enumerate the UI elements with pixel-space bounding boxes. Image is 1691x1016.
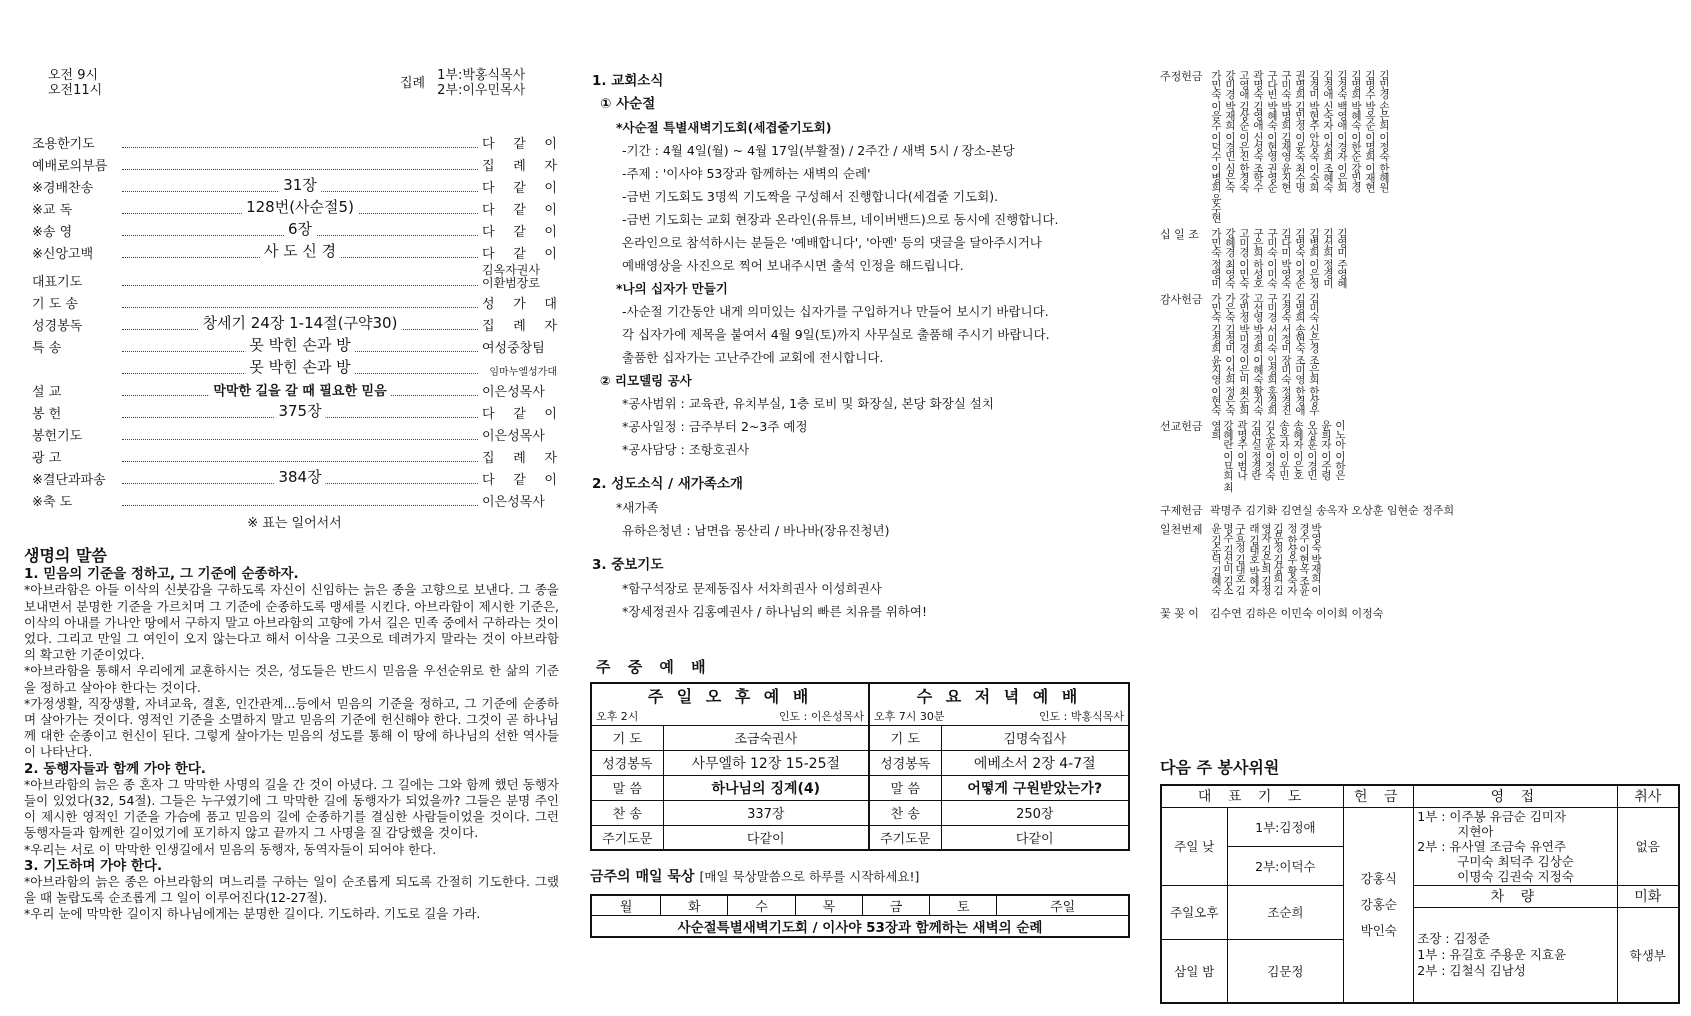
order-row <box>32 290 557 312</box>
order-row <box>32 262 557 290</box>
offering-name-group: 김경숙 서정미 장미숙 정경진 <box>1280 293 1292 415</box>
service-table <box>1160 784 1680 1004</box>
offering-label: 십 일 조 <box>1160 227 1199 241</box>
order-row <box>32 488 557 510</box>
news-heading-1: 1. 교회소식 <box>592 73 664 89</box>
day-cell: 목 <box>795 895 862 916</box>
order-row <box>32 240 557 262</box>
news-lent: ① 사순절 <box>600 96 656 112</box>
sermon-paragraph: *아브라함을 통해서 우리에게 교훈하시는 것은, 성도들은 반드시 믿음을 우선순위로 한 삶의 기준을 정하고 살아야 한다는 것이다. <box>24 663 559 695</box>
offering-name-group: 김경숙 백영애 이경자 이은희 <box>1336 70 1348 192</box>
offering-name-group: 구미숙 박명희 김재영 윤지현 <box>1280 70 1292 192</box>
offering-name-group: 윤희자 이주령 <box>1320 420 1332 480</box>
offering-name-group: 김수연 김하은 이민숙 이이희 이정숙 <box>1210 607 1384 621</box>
order-dots <box>122 450 478 462</box>
order-dots <box>122 336 478 354</box>
order-dots <box>122 198 478 216</box>
leader-first: 1부:박홍식목사 <box>437 68 526 83</box>
offering-row <box>1160 607 1680 620</box>
offering-name-group: 김민경 손은희 이정숙 한혜원 <box>1378 70 1390 192</box>
news-line: *함구석장로 문제동집사 서차희권사 이성희권사 <box>622 581 882 596</box>
offering-name-group: 강미경 박재희 이경민 심은숙 <box>1224 70 1236 192</box>
weekly-label: 말 씀 <box>591 775 663 800</box>
sermon-heading: 3. 기도하며 가야 한다. <box>24 857 163 874</box>
order-label: ※경배찬송 <box>32 181 94 196</box>
day-cell: 토 <box>930 895 997 916</box>
news-remodel: ② 리모델링 공사 <box>600 373 692 388</box>
order-content: 창세기 24장 1-14절(구약30) <box>199 312 402 333</box>
offering-label: 선교헌금 <box>1160 420 1203 434</box>
news-line: *장세정권사 김홍예권사 / 하나님의 빠른 치유를 위하여! <box>622 604 927 619</box>
order-label: ※축 도 <box>32 495 73 510</box>
r2-pray: 조순희 <box>1227 885 1344 939</box>
order-who: 다 같 이 <box>482 407 557 422</box>
time-second: 오전11시 <box>48 83 103 98</box>
offering-name-group: 구미숙 이미숙 <box>1266 227 1278 288</box>
order-dots <box>122 468 478 486</box>
order-who: 다 같 이 <box>482 137 557 152</box>
order-who: 다 같 이 <box>482 225 557 240</box>
order-dots <box>122 274 478 286</box>
offering-name-group: 김병희 이은정 <box>1308 227 1320 288</box>
offering-name-group: 구미경 서미숙 임정희 홍경희 <box>1266 293 1278 415</box>
order-label: 조용한기도 <box>32 137 95 152</box>
news-lent-prayer-lines <box>592 139 1132 277</box>
offering-name-group: 곽명숙 김영애 신성숙 조학수 <box>1252 70 1264 192</box>
offering-name-group: 강혜란 이묘희 최영희 <box>1210 420 1234 492</box>
sermon-heading: 1. 믿음의 기준을 정하고, 그 기준에 순종하자. <box>24 566 299 583</box>
offering-name-group: 곽명주 김기화 김연실 송옥자 오상훈 임현순 정주희 <box>1210 504 1455 518</box>
sermon-paragraph: *아브라함은 아들 이삭의 신붓감을 구하도록 자신이 신임하는 늙은 종을 고향으로 보낸다. 그 종을 보내면서 분명한 기준을 가르치며 그 기준에 순종하도록 맹세를 시킨다. 아브라함이 제시한 기준은, 이삭의 아내를 가나안 땅에서 구하지 말고 아브라함의 고향에 가서 길은 민족 중에서 구하라는 것이었다. 그리고 만일 그 여인이 오지 않는다고 해서 이삭을 그곳으로 데려가지 말라는 것이 아브라함의 확고한 기준이었다. <box>24 582 559 663</box>
daily-meditation <box>590 866 1130 938</box>
order-note: ※ 표는 일어서서 <box>247 516 342 531</box>
order-who: 이은성목사 <box>482 495 545 510</box>
order-dots <box>122 358 478 376</box>
offering-name-group: 김명희 박혜숙 이한순 강민경 <box>1350 70 1362 192</box>
hdr-car: 차 량 <box>1414 885 1617 907</box>
order-who: 임마누엘성가대 <box>489 367 557 378</box>
offering-names <box>1210 607 1680 620</box>
order-label: 봉헌기도 <box>32 429 83 444</box>
day-cell: 금 <box>862 895 929 916</box>
order-dots <box>122 428 478 440</box>
lead-label: 집례 <box>400 75 426 91</box>
weekly-label: 기 도 <box>869 725 941 750</box>
sermon-paragraph: *가정생활, 직장생활, 자녀교육, 결혼, 인간관계...등에서 믿음의 기준을 정하고, 그 기준에 순종하며 살아가는 것이다. 영적인 기준을 소멸하지 말고 믿음의 기준에 헌신해야 한다. 그것이 곧 하나님께 대한 순종이고 헌신이 된다. 그렇게 살아가는 믿음의 성도를 통해 이 땅에 하나님의 선한 역사들이 나타난다. <box>24 695 559 760</box>
offering-name-group: 김경애 신숙자 이성희 조혜숙 <box>1322 70 1334 192</box>
daily-subtitle: [매일 묵상말씀으로 하루를 시작하세요!] <box>699 869 920 884</box>
order-who: 이은성목사 <box>482 385 545 400</box>
offering-name-group: 김명수 박옥순 이명희 이재현 <box>1364 70 1376 192</box>
weekly-worship-table <box>590 682 1130 851</box>
offering-name-group: 김다미 박영숙 <box>1280 227 1292 288</box>
offering-names <box>1210 293 1680 414</box>
news-line: 출품한 십자가는 고난주간에 교회에 전시합니다. <box>622 350 884 365</box>
news-line: -사순절 기간동안 내게 의미있는 십자가를 구입하거나 만들어 보시기 바랍니다. <box>622 304 1049 319</box>
offering-name-group: 김연실 정경란 <box>1250 420 1262 480</box>
order-dots <box>122 158 478 170</box>
hdr-cook: 취사 <box>1617 785 1679 807</box>
order-dots <box>122 220 478 238</box>
news-line: -금번 기도회도 3명씩 기도짝을 구성해서 진행합니다(세겹줄 기도회). <box>622 189 999 204</box>
order-content: 못 박힌 손과 방 <box>245 356 354 377</box>
sunday-pm-sub: 오후 2시 인도 : 이은성목사 <box>591 707 869 725</box>
weekly-value: 다같이 <box>663 825 869 850</box>
offering-name-group: 김명희 송현숙 조미영 한경애 <box>1294 293 1306 415</box>
offering-name-group: 고미경 이민숙 <box>1238 227 1250 288</box>
news-line: *공사범위 : 교육관, 유치부실, 1층 로비 및 화장실, 본당 화장실 설치 <box>622 396 994 411</box>
order-row <box>32 444 557 466</box>
order-dots <box>122 384 478 399</box>
offering-name-group: 김명숙 이정순 <box>1294 227 1306 288</box>
day-cell: 월 <box>591 895 661 916</box>
order-content: 못 박힌 손과 방 <box>245 334 354 355</box>
order-content: 31장 <box>279 174 321 195</box>
service-times <box>48 68 102 98</box>
offering-row <box>1160 228 1680 287</box>
order-label: 대표기도 <box>32 275 83 290</box>
daily-title: 금주의 매일 묵상 <box>590 869 695 885</box>
sermon-heading: 2. 동행자들과 함께 가야 한다. <box>24 760 206 777</box>
order-dots <box>122 494 478 506</box>
order-who: 김옥자권사 이환범장로 <box>482 263 540 290</box>
hdr-offering: 헌 금 <box>1344 785 1414 807</box>
news-line: 온라인으로 참석하시는 분들은 '예배합니다', '아멘' 등의 댓글을 달아주시거나 <box>622 235 1042 250</box>
news-intercession-lines <box>592 577 1132 623</box>
offering-names <box>1210 420 1680 498</box>
offering-name-group: 송옥자 이우민 <box>1278 420 1290 480</box>
sermon-title: 생명의 말씀 <box>24 546 107 565</box>
offering-row <box>1160 504 1680 517</box>
order-label: 예배로의부름 <box>32 159 108 174</box>
offering-label: 감사헌금 <box>1160 293 1203 307</box>
order-label: 설 교 <box>32 385 62 400</box>
daily-table <box>590 894 1130 938</box>
church-news <box>592 70 1132 623</box>
order-who: 성 가 대 <box>482 297 557 312</box>
order-content: 6장 <box>284 218 316 239</box>
sermon-paragraph: *아브라함의 늙은 종은 아브라함의 며느리를 구하는 일이 순조롭게 되도록 간절히 기도한다. 그랬을 때 놀랍도록 순조롭게 그 일이 이루어진다(12-27절). <box>24 874 559 906</box>
weekly-label: 성경봉독 <box>869 750 941 775</box>
offering-name-group: 고선영 박정희 이혜숙 황지숙 <box>1252 293 1264 415</box>
order-dots <box>122 314 478 332</box>
news-lent-prayer: *사순절 특별새벽기도회(세겹줄기도회) <box>616 120 832 135</box>
row-sunpm-label: 주일오후 <box>1161 885 1227 939</box>
weekly-worship-title: 주 중 예 배 <box>596 658 712 676</box>
weekly-value: 337장 <box>663 800 869 825</box>
order-label: 광 고 <box>32 451 62 466</box>
order-who: 다 같 이 <box>482 247 557 262</box>
offering-row <box>1160 70 1680 222</box>
news-line: 예배영상을 사진으로 찍어 보내주시면 출석 인정을 해드립니다. <box>622 258 964 273</box>
service-leaders <box>400 68 525 98</box>
order-dots <box>122 402 478 420</box>
order-label: 특 송 <box>32 341 62 356</box>
weekly-row <box>591 775 1129 800</box>
offering-name-group: 오상훈 이경민 <box>1306 420 1318 480</box>
order-row <box>32 378 557 400</box>
offering-name-group: 곽명주 이범나 <box>1236 420 1248 480</box>
cook-cell: 없음 <box>1617 807 1679 885</box>
offering-name-group: 김선희 정경미 <box>1322 227 1334 288</box>
sermon-paragraph: *우리 눈에 막막한 길이지 하나님에게는 분명한 길이다. 기도하라. 기도로 길을 가라. <box>24 906 481 922</box>
order-who: 이은성목사 <box>482 429 545 444</box>
daily-content: 사순절특별새벽기도회 / 이사야 53장과 함께하는 새벽의 순례 <box>591 916 1129 938</box>
news-line: *공사담당 : 조항호권사 <box>622 442 750 457</box>
weekly-value: 250장 <box>941 800 1129 825</box>
order-dots <box>122 136 478 148</box>
news-line: 각 십자가에 제목을 붙여서 4월 9일(토)까지 사무실로 출품해 주시기 바랍니다. <box>622 327 1050 342</box>
offering-name-group: 구효정 김대호 김명수 김선미 김소윤 김순덕 김혜숙 <box>1210 523 1246 595</box>
offering-name-group: 김미숙 신은경 조은희 한상우 <box>1308 293 1320 415</box>
offering-name-group: 김경미 박현주 안상숙 이숙희 <box>1308 70 1320 192</box>
time-first: 오전 9시 <box>48 68 99 83</box>
beauty-cell: 학생부 <box>1617 907 1679 1003</box>
offering-name-group: 가민숙 이을수 이덕수 이병희 윤수현 <box>1210 70 1222 222</box>
service-title: 다음 주 봉사위원 <box>1160 758 1280 777</box>
day-cell: 화 <box>661 895 728 916</box>
offering-row <box>1160 293 1680 414</box>
news-newfamily: *새가족 <box>616 500 659 515</box>
weekly-value: 다같이 <box>941 825 1129 850</box>
offering-label: 구제헌금 <box>1160 504 1203 518</box>
weekly-value: 사무엘하 12장 15-25절 <box>663 750 869 775</box>
offering-cell: 강홍식 강홍순 박인숙 <box>1344 807 1414 1003</box>
news-heading-2: 2. 성도소식 / 새가족소개 <box>592 476 743 492</box>
offering-name-group: 강혜경 최영숙 <box>1224 227 1236 288</box>
offering-row <box>1160 420 1680 498</box>
order-label: ※결단과파송 <box>32 473 106 488</box>
weekly-label: 성경봉독 <box>591 750 663 775</box>
row-wed-label: 삼일 밤 <box>1161 939 1227 1003</box>
offering-name-group: 권명희 김민정 이윤숙 최수명 <box>1294 70 1306 192</box>
weekly-label: 주기도문 <box>869 825 941 850</box>
welcome-cell: 1부 : 이주봉 유금순 김미자 지현아 2부 : 유사열 조금숙 유연주 구미숙 최덕주 김상순 이명숙 김권숙 지정숙 <box>1414 807 1617 885</box>
order-who: 여성중창팀 <box>482 341 545 356</box>
r3-pray: 김문정 <box>1227 939 1344 1003</box>
order-content: 사 도 신 경 <box>260 240 340 261</box>
hdr-welcome: 영 접 <box>1414 785 1617 807</box>
offering-name-group: 구은희 하성호 <box>1252 227 1264 288</box>
hdr-beauty: 미화 <box>1617 885 1679 907</box>
offering-name-group: 가은숙 김정미 이선희 정은숙 <box>1224 293 1236 415</box>
order-who: 다 같 이 <box>482 181 557 196</box>
order-label: 성경봉독 <box>32 319 83 334</box>
offering-names <box>1210 228 1680 287</box>
news-line: *공사일정 : 금주부터 2~3주 예정 <box>622 419 808 434</box>
weekly-value: 하나님의 징계(4) <box>663 775 869 800</box>
news-newfamily-line: 유하은청년 : 남면읍 몽산리 / 바나바(장유진청년) <box>622 523 890 538</box>
order-content: 384장 <box>274 466 325 487</box>
day-cell: 수 <box>728 895 795 916</box>
order-who: 집 례 자 <box>482 159 557 174</box>
order-dots <box>122 242 478 260</box>
r1-pray-1: 1부:김정애 <box>1227 807 1344 846</box>
order-who: 다 같 이 <box>482 203 557 218</box>
weekly-row <box>591 750 1129 775</box>
wed-pm-sub: 오후 7시 30분 인도 : 박홍식목사 <box>869 707 1129 725</box>
news-line: -주제 : '이사야 53장과 함께하는 새벽의 순례' <box>622 166 871 181</box>
weekly-value: 어떻게 구원받았는가? <box>941 775 1129 800</box>
order-row <box>32 130 557 152</box>
day-cell: 주일 <box>997 895 1129 916</box>
order-dots <box>122 296 478 308</box>
offering-name-group: 박영숙 박재희 이경수 이현옥 조윤정 한상우 황숙자 <box>1286 523 1322 595</box>
weekly-value: 에베소서 2장 4-7절 <box>941 750 1129 775</box>
order-row <box>32 334 557 356</box>
weekly-row <box>591 800 1129 825</box>
offering-name-group: 김영미 주영혜 <box>1336 227 1348 288</box>
offering-name-group: 구다빈 박혜숙 이현영 권영순 <box>1266 70 1278 192</box>
order-dots <box>122 176 478 194</box>
order-row <box>32 196 557 218</box>
weekly-value: 김명숙집사 <box>941 725 1129 750</box>
news-cross: *나의 십자가 만들기 <box>616 281 728 296</box>
news-remodel-lines <box>592 392 1132 461</box>
order-content: 막막한 길을 갈 때 필요한 믿음 <box>209 380 390 399</box>
weekly-row <box>591 725 1129 750</box>
service-volunteers <box>1160 755 1680 1004</box>
sermon-paragraph: *아브라함의 늙은 종 혼자 그 막막한 사명의 길을 간 것이 아녔다. 그 길에는 그와 함께 했던 동행자들이 있었다(32, 54절). 그들은 누구였기에 그 막막한 길에 동행자가 되었을까? 그들은 분명 주인이 제시한 영적인 기준을 가슴에 품고 믿음의 길에 순종하기를 결심한 사람들이었을 것이다. 그런 동행자들과 함께한 길이었기에 포기하지 않고 끝까지 그 사명을 질 감당했을 것이다. <box>24 776 559 841</box>
order-label: ※송 영 <box>32 225 73 240</box>
order-row <box>32 400 557 422</box>
offering-name-group: 강민정 박미경 이은미 최순희 <box>1238 293 1250 415</box>
weekly-label: 말 씀 <box>869 775 941 800</box>
offering-label: 일천번제 <box>1160 523 1203 537</box>
order-row <box>32 312 557 334</box>
offering-names <box>1210 523 1680 601</box>
order-row <box>32 422 557 444</box>
order-row <box>32 152 557 174</box>
news-cross-lines <box>592 300 1132 369</box>
news-line: -금번 기도회는 교회 현장과 온라인(유튜브, 네이버밴드)으로 동시에 진행합니다. <box>622 212 1059 227</box>
order-who: 집 례 자 <box>482 451 557 466</box>
weekly-label: 찬 송 <box>591 800 663 825</box>
order-content: 375장 <box>274 400 325 421</box>
order-row <box>32 466 557 488</box>
order-label: ※교 독 <box>32 203 73 218</box>
offering-label: 꽃 꽂 이 <box>1160 607 1199 621</box>
order-who: 다 같 이 <box>482 473 557 488</box>
order-row <box>32 174 557 196</box>
order-row <box>32 218 557 240</box>
offering-names <box>1210 504 1680 517</box>
weekly-label: 찬 송 <box>869 800 941 825</box>
sunday-pm-title: 주 일 오 후 예 배 <box>591 683 869 707</box>
sermon-paragraph: *우리는 서로 이 막막한 인생길에서 믿음의 동행자, 동역자들이 되어야 한다. <box>24 841 437 857</box>
car-cell: 조장 : 김정준 1부 : 유길호 주용운 지효윤 2부 : 김철식 김남성 <box>1414 907 1617 1003</box>
offering-name-group: 가민숙 정영미 <box>1210 227 1222 288</box>
news-heading-3: 3. 중보기도 <box>592 557 664 573</box>
order-label: ※신앙고백 <box>32 247 94 262</box>
offering-name-group: 가민숙 김정희 윤지영 이현숙 <box>1210 293 1222 415</box>
order-who: 집 례 자 <box>482 319 557 334</box>
order-label: 기 도 송 <box>32 297 78 312</box>
row-sunday-label: 주일 낮 <box>1161 807 1227 885</box>
offering-name-group: 김문정 김상희 김영자 김은희 김정래 김태호 박혜자 <box>1248 523 1284 595</box>
offering-row <box>1160 523 1680 601</box>
order-label: 봉 헌 <box>32 407 62 422</box>
sermon-notes <box>24 548 559 923</box>
offering-names <box>1210 70 1680 222</box>
leader-second: 2부:이우민목사 <box>437 83 526 98</box>
weekly-label: 기 도 <box>591 725 663 750</box>
offering-name-group: 이노아 이하은 <box>1334 420 1346 480</box>
offering-name-group: 송혜자 이은호 <box>1292 420 1304 480</box>
offering-list <box>1160 70 1680 626</box>
offering-label: 주정헌금 <box>1160 70 1203 83</box>
weekly-row <box>591 825 1129 850</box>
order-row <box>32 356 557 378</box>
weekly-label: 주기도문 <box>591 825 663 850</box>
order-content: 128번(사순절5) <box>242 196 358 217</box>
offering-name-group: 김소윤 이정숙 <box>1264 420 1276 480</box>
wed-pm-title: 수 요 저 녁 예 배 <box>869 683 1129 707</box>
offering-name-group: 고영애 김상순 이은진 한경숙 <box>1238 70 1250 192</box>
hdr-prayer: 대 표 기 도 <box>1161 785 1344 807</box>
r1-pray-2: 2부:이덕수 <box>1227 846 1344 885</box>
sermon-body <box>24 566 559 922</box>
news-line: -기간 : 4월 4일(월) ~ 4월 17일(부활절) / 2주간 / 새벽 5시 / 장소-본당 <box>622 143 1015 158</box>
worship-order <box>32 130 557 531</box>
weekly-value: 조금숙권사 <box>663 725 869 750</box>
